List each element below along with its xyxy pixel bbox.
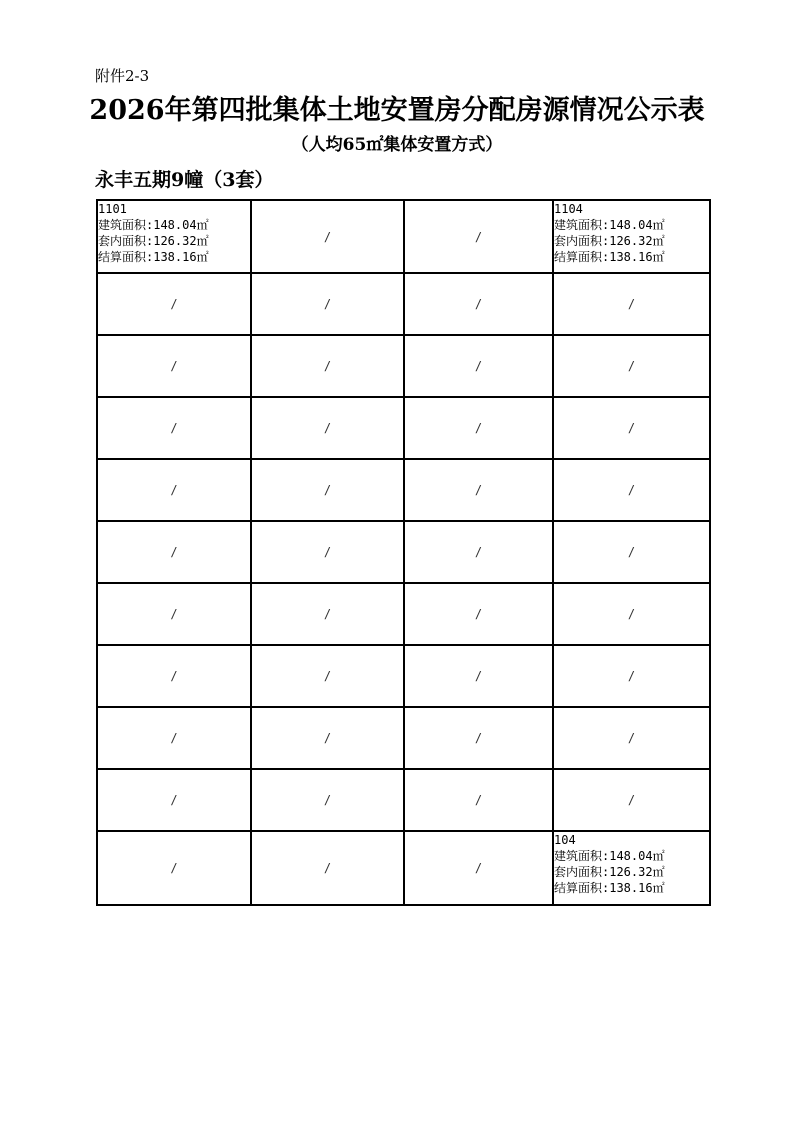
empty-slot-cell: / bbox=[251, 645, 404, 707]
document-title: 2026年第四批集体土地安置房分配房源情况公示表 bbox=[89, 95, 705, 126]
table-row bbox=[97, 583, 710, 645]
unit-area-line: 套内面积:126.32㎡ bbox=[554, 865, 665, 879]
empty-slot-cell: / bbox=[404, 769, 553, 831]
empty-slot-cell: / bbox=[251, 273, 404, 335]
table-row bbox=[97, 335, 710, 397]
unit-info-cell bbox=[97, 200, 251, 273]
empty-slot-cell: / bbox=[404, 335, 553, 397]
empty-slot-cell: / bbox=[97, 459, 251, 521]
empty-slot-cell: / bbox=[553, 769, 710, 831]
empty-slot-cell: / bbox=[553, 707, 710, 769]
empty-slot-cell: / bbox=[404, 273, 553, 335]
empty-slot-cell: / bbox=[251, 769, 404, 831]
table-row bbox=[97, 459, 710, 521]
unit-info-cell bbox=[553, 831, 710, 905]
table-row bbox=[97, 397, 710, 459]
empty-slot-cell: / bbox=[97, 583, 251, 645]
unit-area-line: 建筑面积:148.04㎡ bbox=[554, 218, 665, 232]
empty-slot-cell: / bbox=[553, 645, 710, 707]
empty-slot-cell: / bbox=[404, 583, 553, 645]
empty-slot-cell: / bbox=[553, 459, 710, 521]
empty-slot-cell: / bbox=[251, 397, 404, 459]
empty-slot-cell: / bbox=[251, 707, 404, 769]
empty-slot-cell: / bbox=[251, 459, 404, 521]
table-row bbox=[97, 521, 710, 583]
table-row bbox=[97, 645, 710, 707]
table-row bbox=[97, 769, 710, 831]
empty-slot-cell: / bbox=[97, 397, 251, 459]
building-section-heading: 永丰五期9幢（3套） bbox=[95, 169, 274, 191]
unit-area-line: 建筑面积:148.04㎡ bbox=[554, 849, 665, 863]
housing-table-body bbox=[97, 200, 710, 905]
empty-slot-cell: / bbox=[404, 200, 553, 273]
empty-slot-cell: / bbox=[97, 831, 251, 905]
empty-slot-cell: / bbox=[97, 645, 251, 707]
empty-slot-cell: / bbox=[553, 335, 710, 397]
unit-number: 1101 bbox=[98, 202, 127, 216]
attachment-label: 附件2-3 bbox=[95, 67, 150, 85]
housing-table bbox=[96, 199, 711, 906]
unit-area-line: 套内面积:126.32㎡ bbox=[554, 234, 665, 248]
empty-slot-cell: / bbox=[251, 521, 404, 583]
empty-slot-cell: / bbox=[404, 397, 553, 459]
empty-slot-cell: / bbox=[553, 583, 710, 645]
document-subtitle: （人均65㎡集体安置方式） bbox=[291, 135, 503, 155]
empty-slot-cell: / bbox=[553, 397, 710, 459]
unit-area-line: 结算面积:138.16㎡ bbox=[98, 250, 209, 264]
unit-area-line: 结算面积:138.16㎡ bbox=[554, 881, 665, 895]
empty-slot-cell: / bbox=[251, 200, 404, 273]
empty-slot-cell: / bbox=[97, 769, 251, 831]
empty-slot-cell: / bbox=[404, 831, 553, 905]
empty-slot-cell: / bbox=[251, 335, 404, 397]
empty-slot-cell: / bbox=[404, 521, 553, 583]
unit-number: 1104 bbox=[554, 202, 583, 216]
unit-area-line: 建筑面积:148.04㎡ bbox=[98, 218, 209, 232]
table-row bbox=[97, 200, 710, 273]
empty-slot-cell: / bbox=[553, 273, 710, 335]
empty-slot-cell: / bbox=[97, 273, 251, 335]
empty-slot-cell: / bbox=[553, 521, 710, 583]
unit-info-cell bbox=[553, 200, 710, 273]
unit-area-line: 套内面积:126.32㎡ bbox=[98, 234, 209, 248]
table-row bbox=[97, 831, 710, 905]
table-row bbox=[97, 273, 710, 335]
empty-slot-cell: / bbox=[404, 645, 553, 707]
empty-slot-cell: / bbox=[251, 583, 404, 645]
empty-slot-cell: / bbox=[404, 707, 553, 769]
unit-number: 104 bbox=[554, 833, 576, 847]
empty-slot-cell: / bbox=[251, 831, 404, 905]
empty-slot-cell: / bbox=[97, 521, 251, 583]
table-row bbox=[97, 707, 710, 769]
empty-slot-cell: / bbox=[404, 459, 553, 521]
unit-area-line: 结算面积:138.16㎡ bbox=[554, 250, 665, 264]
empty-slot-cell: / bbox=[97, 335, 251, 397]
empty-slot-cell: / bbox=[97, 707, 251, 769]
